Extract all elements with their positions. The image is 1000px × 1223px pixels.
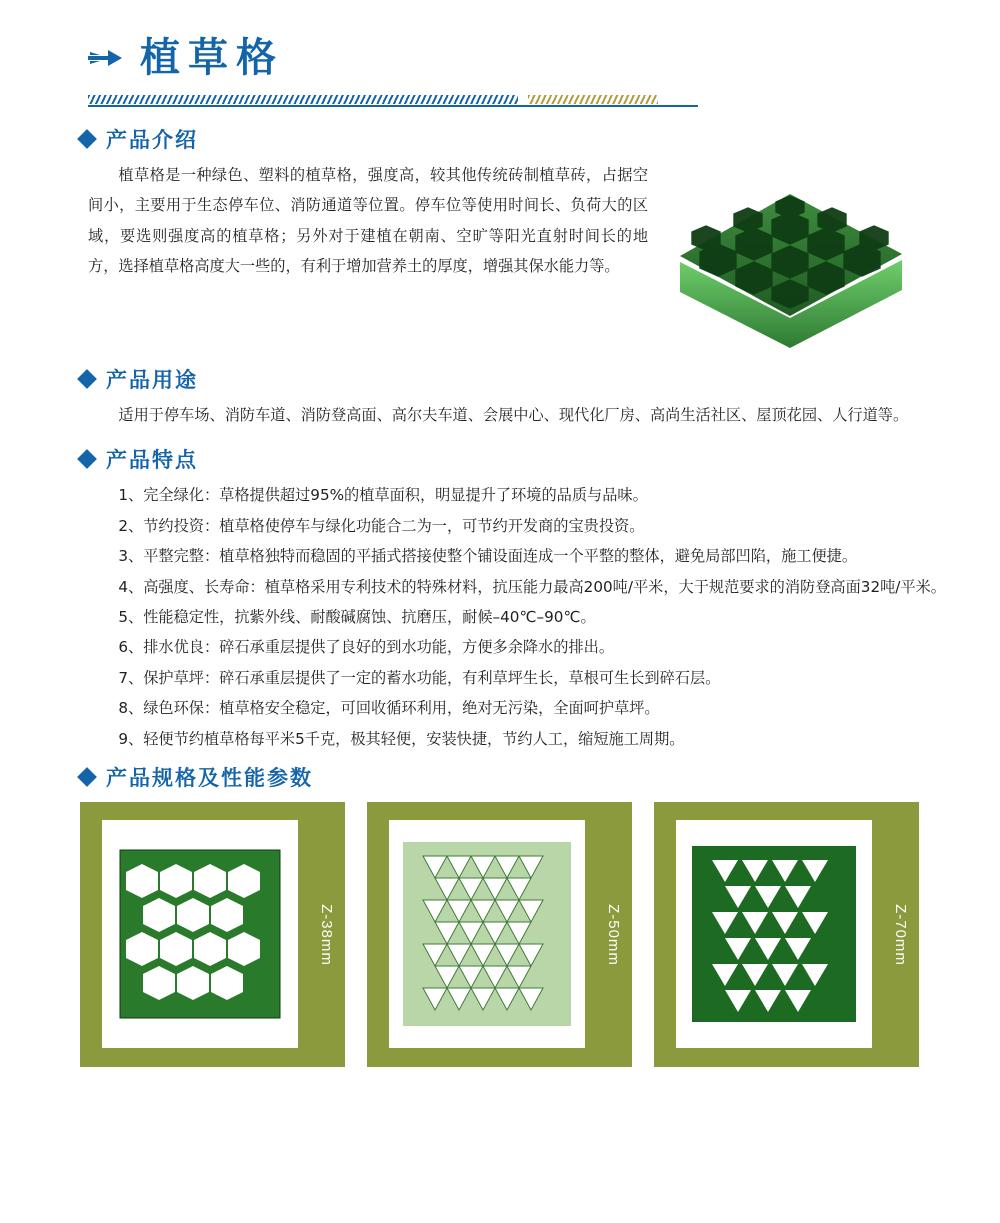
title-row bbox=[60, 35, 940, 81]
spacer-3 bbox=[60, 754, 940, 762]
rule-gold-hatch bbox=[528, 95, 658, 104]
diamond-bullet-icon bbox=[77, 767, 97, 787]
spec-label-2: Z-50mm bbox=[605, 903, 622, 966]
page-header bbox=[60, 0, 940, 124]
spec-card-1 bbox=[80, 802, 345, 1067]
list-item: 1、完全绿化：草格提供超过95%的植草面积，明显提升了环境的品质与品味。 bbox=[118, 486, 648, 505]
section-heading-features bbox=[80, 444, 940, 474]
spec-photo-z38 bbox=[102, 820, 298, 1048]
spec-photo-z70 bbox=[676, 820, 872, 1048]
rule-solid-line bbox=[88, 105, 698, 107]
list-item: 4、高强度、长寿命：植草格采用专利技术的特殊材料，抗压能力最高200吨/平米，大于规范要求的消防登高面32吨/平米。 bbox=[118, 577, 946, 596]
title-underline bbox=[88, 94, 698, 106]
diamond-bullet-icon bbox=[77, 450, 97, 470]
feature-list bbox=[88, 480, 968, 754]
diamond-bullet-icon bbox=[77, 369, 97, 389]
intro-paragraph: 植草格是一种绿色、塑料的植草格，强度高，较其他传统砖制植草砖，占据空间小，主要用于生态停车位、消防通道等位置。停车位等使用时间长、负荷大的区域，要选则强度高的植草格；另外对于建植在朝南、空旷等阳光直射时间长的地方，选择植草格高度大一些的，有利于增加营养土的厚度，增强其保水能力等。 bbox=[88, 166, 648, 276]
page-title: 植草格 bbox=[140, 35, 284, 81]
section-title-intro: 产品介绍 bbox=[106, 128, 198, 152]
list-item: 6、排水优良：碎石承重层提供了良好的到水功能，方便多余降水的排出。 bbox=[118, 638, 615, 657]
spec-card-2 bbox=[367, 802, 632, 1067]
arrow-right-icon bbox=[88, 47, 122, 69]
spec-photo-z50 bbox=[389, 820, 585, 1048]
list-item: 2、节约投资：植草格使停车与绿化功能合二为一，可节约开发商的宝贵投资。 bbox=[118, 516, 645, 535]
intro-block bbox=[60, 160, 940, 350]
section-title-usage: 产品用途 bbox=[106, 368, 198, 392]
spec-label-1: Z-38mm bbox=[318, 903, 335, 966]
list-item: 9、轻便节约植草格每平米5千克，极其轻便，安装快捷，节约人工，缩短施工周期。 bbox=[118, 729, 685, 748]
list-item: 8、绿色环保：植草格安全稳定，可回收循环利用，绝对无污染，全面呵护草坪。 bbox=[118, 699, 660, 718]
section-heading-usage bbox=[80, 364, 940, 394]
section-title-features: 产品特点 bbox=[106, 448, 198, 473]
section-title-specs: 产品规格及性能参数 bbox=[106, 766, 313, 791]
rule-blue-hatch bbox=[88, 95, 518, 104]
list-item: 7、保护草坪：碎石承重层提供了一定的蓄水功能，有利草坪生长，草根可生长到碎石层。 bbox=[118, 668, 721, 687]
product-photo-green-paver bbox=[640, 150, 940, 355]
spacer-2 bbox=[60, 430, 940, 444]
spec-label-3: Z-70mm bbox=[892, 903, 909, 966]
spec-card-3 bbox=[654, 802, 919, 1067]
diamond-bullet-icon bbox=[77, 129, 97, 149]
section-heading-specs bbox=[80, 762, 940, 792]
list-item: 5、性能稳定性，抗紫外线、耐酸碱腐蚀、抗磨压，耐候–40℃–90℃。 bbox=[118, 608, 596, 627]
spec-gallery bbox=[80, 802, 940, 1067]
list-item: 3、平整完整：植草格独特而稳固的平插式搭接使整个铺设面连成一个平整的整体，避免局部凹陷，施工便捷。 bbox=[118, 547, 858, 566]
usage-paragraph: 适用于停车场、消防车道、消防登高面、高尔夫车道、会展中心、现代化厂房、高尚生活社区、屋顶花园、人行道等。 bbox=[118, 406, 909, 424]
